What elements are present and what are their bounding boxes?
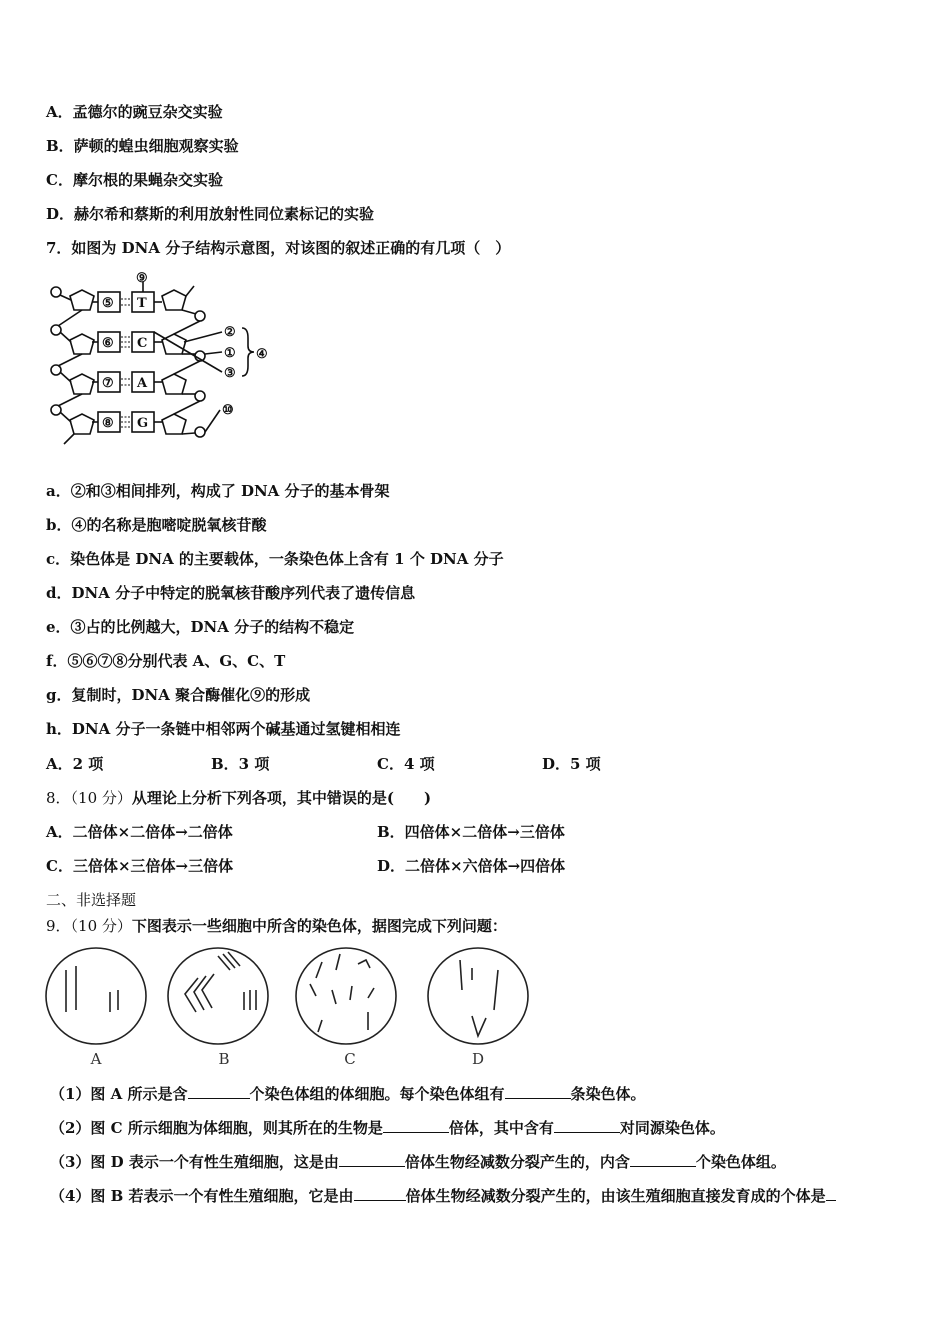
q6-option-c: C．摩尔根的果蝇杂交实验 <box>46 171 223 189</box>
cell-a <box>46 948 146 1044</box>
base-g: G <box>137 416 149 431</box>
cells-figure <box>40 940 530 1070</box>
base-c: C <box>137 336 148 351</box>
left-sugar-2 <box>70 334 94 354</box>
q7-stem: 7．如图为 DNA 分子结构示意图，对该图的叙述正确的有几项（ ） <box>46 239 511 257</box>
q9-sub-3-part-3: 个染色体组。 <box>695 1153 786 1171</box>
q9-sub-2-part-3: 对同源染色体。 <box>619 1119 725 1137</box>
q9-sub-3-part-1: （3）图 D 表示一个有性生殖细胞，这是由 <box>50 1153 339 1171</box>
label-three: ③ <box>224 366 236 381</box>
q9-sub-4 <box>50 1185 836 1206</box>
left-sugar-4 <box>70 414 94 434</box>
q9-sub-2 <box>50 1117 725 1138</box>
q9-sub-4-part-1: （4）图 B 若表示一个有性生殖细胞，它是由 <box>50 1187 354 1205</box>
q9-sub-2-part-2: 倍体，其中含有 <box>448 1119 554 1137</box>
q9-sub-3-part-2: 倍体生物经减数分裂产生的，内含 <box>404 1153 630 1171</box>
left-phosphate-4 <box>51 405 61 415</box>
q7-statement-b: b．④的名称是胞嘧啶脱氧核苷酸 <box>46 516 267 534</box>
nucleotide-num-6: ⑥ <box>102 336 114 351</box>
q9-sub-1-part-1: （1）图 A 所示是含 <box>50 1085 188 1103</box>
q7-option-c: C．4 项 <box>377 755 435 773</box>
cell-label-d: D <box>471 1050 485 1068</box>
q9-sub-1-part-2: 个染色体组的体细胞。每个染色体组有 <box>249 1085 505 1103</box>
left-phosphate-2 <box>51 325 61 335</box>
cell-label-b: B <box>218 1050 230 1068</box>
q8-number: 8．（10 分） <box>46 789 132 807</box>
q6-option-a: A．孟德尔的豌豆杂交实验 <box>46 103 223 121</box>
answer-blank-4[interactable] <box>554 1117 620 1133</box>
label-two: ② <box>224 325 236 340</box>
section-title: 二、非选择题 <box>46 891 137 909</box>
q7-option-d: D．5 项 <box>542 755 601 773</box>
label-one: ① <box>224 346 236 361</box>
q6-option-b: B．萨顿的蝗虫细胞观察实验 <box>46 137 239 155</box>
q7-option-a: A．2 项 <box>46 755 104 773</box>
base-t: T <box>137 296 147 311</box>
q8-option-b: B．四倍体×二倍体→三倍体 <box>377 823 565 841</box>
answer-blank-6[interactable] <box>630 1151 696 1167</box>
cell-b <box>168 948 268 1044</box>
answer-blank-7[interactable] <box>354 1185 406 1201</box>
q9-number: 9．（10 分） <box>46 917 132 935</box>
answer-blank-8[interactable] <box>826 1185 836 1201</box>
q8-stem <box>46 788 431 808</box>
q8-text: 从理论上分析下列各项，其中错误的是( ) <box>131 789 432 807</box>
q9-stem <box>46 916 507 936</box>
right-phosphate-3 <box>195 391 205 401</box>
label-nine: ⑨ <box>136 271 148 286</box>
answer-blank-3[interactable] <box>383 1117 449 1133</box>
cell-c <box>296 948 396 1044</box>
q7-option-b: B．3 项 <box>211 755 270 773</box>
q9-sub-3 <box>50 1151 786 1172</box>
q9-sub-4-part-2: 倍体生物经减数分裂产生的，由该生殖细胞直接发育成的个体是 <box>405 1187 826 1205</box>
left-sugar-1 <box>70 290 94 310</box>
answer-blank-5[interactable] <box>339 1151 405 1167</box>
right-phosphate-4 <box>195 427 205 437</box>
q9-text: 下图表示一些细胞中所含的染色体，据图完成下列问题： <box>131 917 507 935</box>
cell-d <box>428 948 528 1044</box>
q7-statement-g: g．复制时，DNA 聚合酶催化⑨的形成 <box>46 686 311 704</box>
q9-sub-1-part-3: 条染色体。 <box>570 1085 646 1103</box>
nucleotide-num-5: ⑤ <box>102 296 114 311</box>
label-four: ④ <box>256 347 268 362</box>
q7-statement-a: a．②和③相间排列，构成了 DNA 分子的基本骨架 <box>46 482 390 500</box>
q9-sub-2-part-1: （2）图 C 所示细胞为体细胞，则其所在的生物是 <box>50 1119 383 1137</box>
q7-statement-e: e．③占的比例越大，DNA 分子的结构不稳定 <box>46 618 355 636</box>
q6-option-d: D．赫尔希和蔡斯的利用放射性同位素标记的实验 <box>46 205 375 223</box>
label-ten: ⑩ <box>222 403 234 418</box>
right-sugar-1 <box>162 290 186 310</box>
q7-statement-h: h．DNA 分子一条链中相邻两个碱基通过氢键相相连 <box>46 720 401 738</box>
base-a: A <box>137 376 148 391</box>
right-phosphate-1 <box>195 311 205 321</box>
dna-structure-figure <box>44 268 284 448</box>
q8-option-c: C．三倍体×三倍体→三倍体 <box>46 857 234 875</box>
left-phosphate-1 <box>51 287 61 297</box>
nucleotide-num-8: ⑧ <box>102 416 114 431</box>
answer-blank-1[interactable] <box>188 1083 250 1099</box>
left-sugar-3 <box>70 374 94 394</box>
cell-label-a: A <box>90 1050 102 1068</box>
q7-statement-c: c．染色体是 DNA 的主要载体，一条染色体上含有 1 个 DNA 分子 <box>46 550 504 568</box>
q9-sub-1 <box>50 1083 646 1104</box>
cell-label-c: C <box>344 1050 356 1068</box>
q7-statement-f: f．⑤⑥⑦⑧分别代表 A、G、C、T <box>46 652 286 670</box>
answer-blank-2[interactable] <box>505 1083 571 1099</box>
q7-statement-d: d．DNA 分子中特定的脱氧核苷酸序列代表了遗传信息 <box>46 584 416 602</box>
right-sugar-4 <box>162 414 186 434</box>
left-phosphate-3 <box>51 365 61 375</box>
right-sugar-3 <box>162 374 186 394</box>
nucleotide-num-7: ⑦ <box>102 376 114 391</box>
q8-option-a: A．二倍体×二倍体→二倍体 <box>46 823 233 841</box>
q8-option-d: D．二倍体×六倍体→四倍体 <box>377 857 566 875</box>
